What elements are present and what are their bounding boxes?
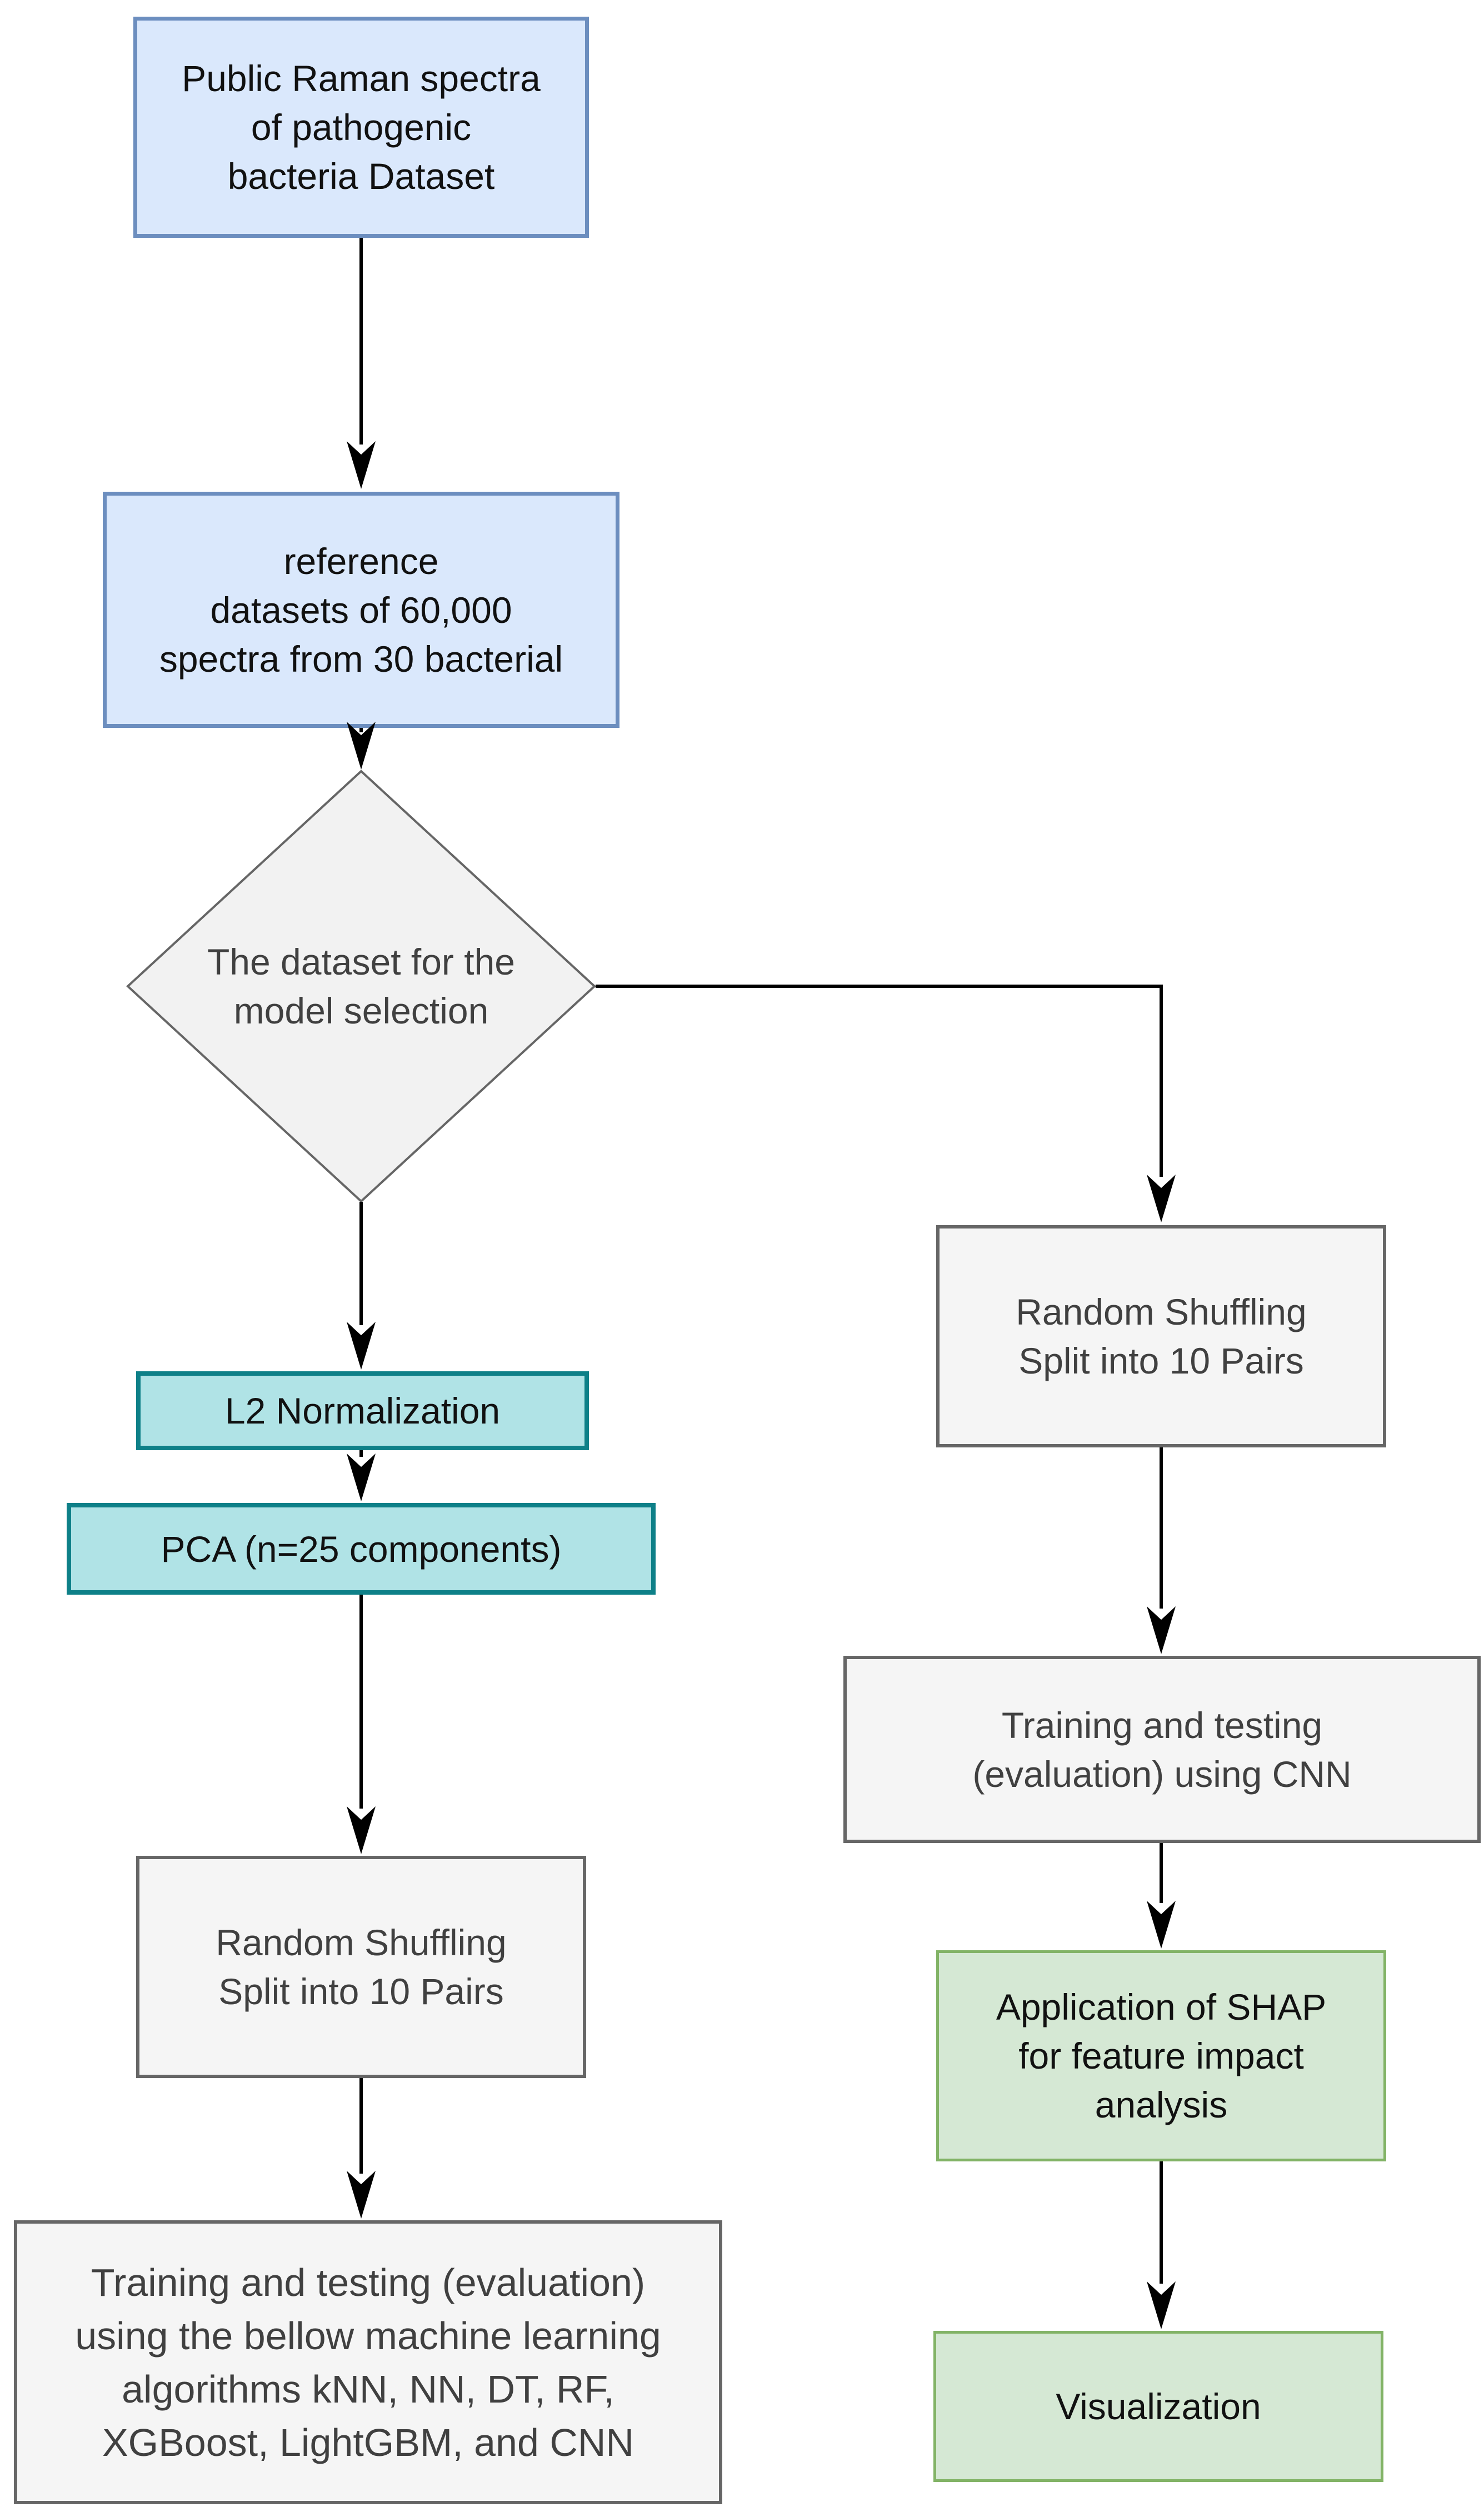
node-visualization [933,2331,1383,2482]
label-line: of pathogenic [251,107,472,148]
label-line: reference [283,540,439,582]
label-line: L2 Normalization [224,1390,501,1431]
label-line: algorithms kNN, NN, DT, RF, [122,2367,614,2411]
node-label [107,537,616,683]
label-line: spectra from 30 bacterial [159,638,563,680]
label-line: bacteria Dataset [227,156,495,197]
decision-model-selection-label [142,937,581,1035]
label-line: datasets of 60,000 [210,589,512,631]
node-reference-datasets [103,492,619,728]
label-line: using the bellow machine learning [75,2314,661,2358]
connector-line [359,728,363,732]
node-shap-analysis [936,1950,1386,2161]
connector-line [1160,1447,1163,1609]
label-line: Split into 10 Pairs [1018,1340,1304,1381]
label-line: Public Raman spectra [182,58,541,99]
node-label [939,1982,1383,2129]
node-pca [67,1503,656,1595]
connector-arrowhead [1147,1901,1176,1949]
label-line: model selection [233,990,489,1031]
connector-line [1160,1843,1163,1903]
connector-line [1160,985,1163,1177]
connector-line [359,1202,363,1325]
label-line: Random Shuffling [216,1922,507,1963]
node-label [847,1701,1477,1799]
node-label [940,1287,1383,1385]
connector-arrowhead [1147,1606,1176,1654]
label-line: The dataset for the [207,941,515,982]
node-l2-normalization [136,1371,589,1450]
connector-arrowhead [347,1806,376,1854]
node-random-shuffling-left [136,1856,586,2078]
connector-arrowhead [347,1322,376,1370]
connector-line [359,1450,363,1457]
node-label [137,54,585,201]
label-line: Training and testing (evaluation) [91,2260,646,2304]
node-label [71,1525,651,1574]
connector-line [596,985,1163,988]
connector-arrowhead [1147,1175,1176,1222]
node-training-cnn [843,1656,1481,1843]
label-line: Split into 10 Pairs [218,1971,504,2012]
connector-line [359,238,363,445]
connector-line [1160,2161,1163,2284]
connector-arrowhead [347,1454,376,1501]
node-random-shuffling-right [936,1225,1386,1447]
connector-arrowhead [1147,2281,1176,2329]
node-training-ml-algorithms [14,2220,722,2504]
node-label [139,1918,583,2016]
label-line: for feature impact [1018,2035,1304,2076]
label-line: Random Shuffling [1016,1291,1307,1332]
connector-arrowhead [347,441,376,489]
node-label [17,2256,719,2469]
label-line: (evaluation) using CNN [972,1753,1352,1795]
label-line: XGBoost, LightGBM, and CNN [102,2420,634,2464]
label-line: analysis [1095,2084,1228,2125]
node-label [936,2382,1381,2431]
node-label [141,1386,584,1435]
connector-arrowhead [347,2171,376,2219]
label-line: Application of SHAP [996,1986,1327,2027]
connector-line [359,2078,363,2174]
node-public-raman-dataset [133,17,589,238]
label-line: PCA (n=25 components) [161,1528,562,1570]
label-line: Training and testing [1001,1704,1323,1746]
label-line: Visualization [1056,2386,1261,2427]
connector-line [359,1595,363,1809]
